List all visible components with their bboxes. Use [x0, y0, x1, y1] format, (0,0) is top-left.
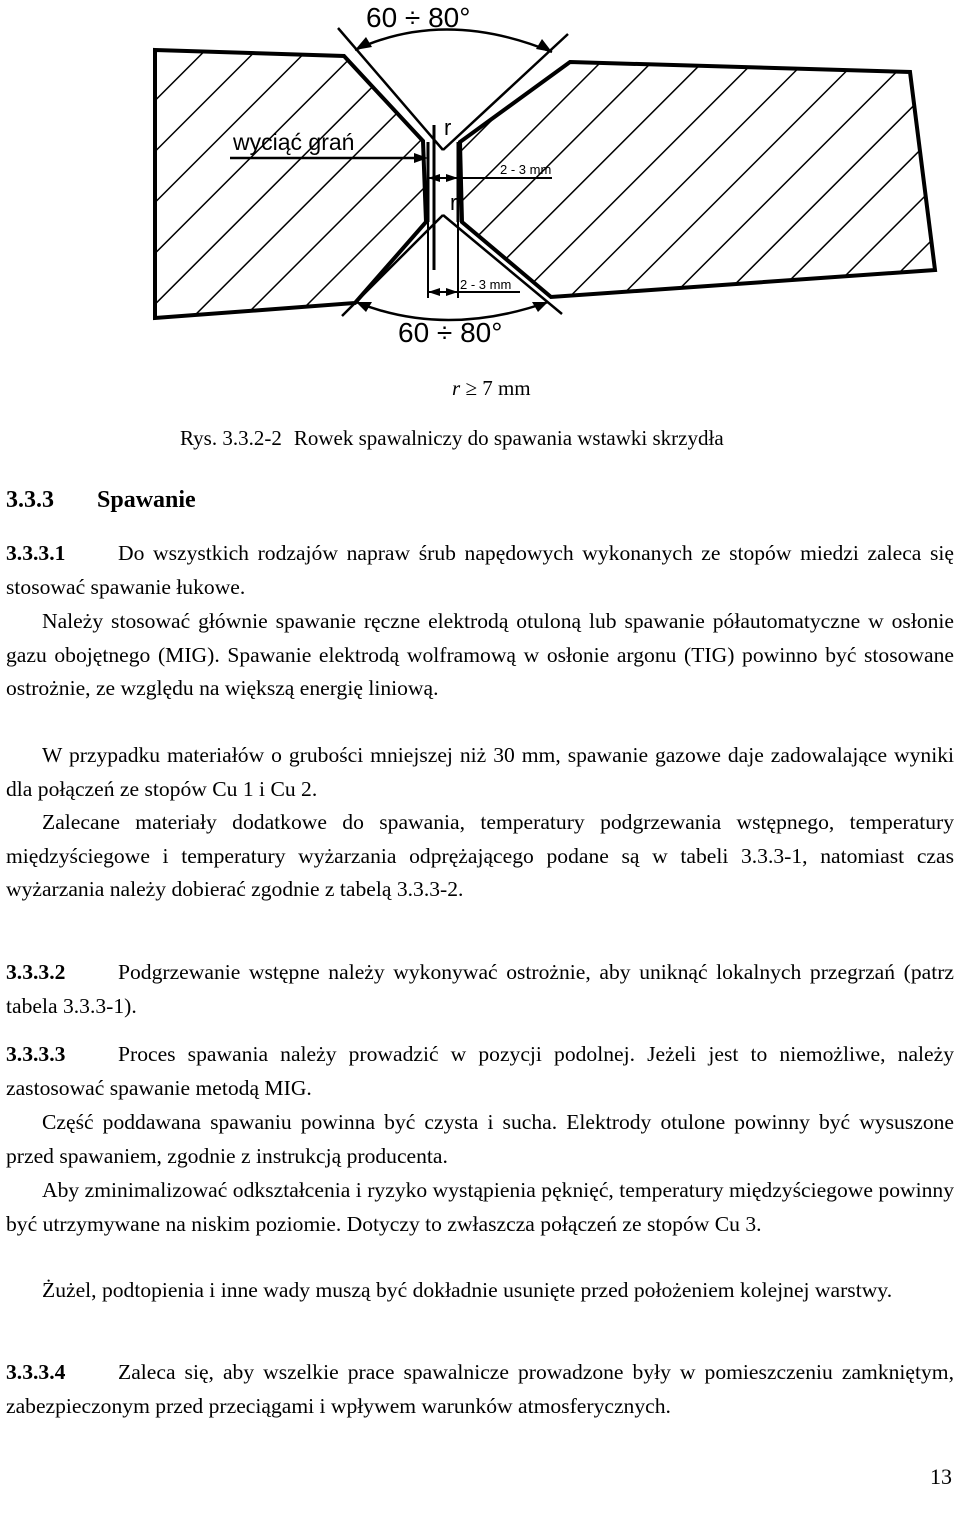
weld-groove-figure — [0, 0, 960, 360]
section-title: Spawanie — [97, 487, 196, 513]
gap-bottom-label: 2 - 3 mm — [460, 277, 512, 292]
paragraph-number: 3.3.3.4 — [6, 1360, 66, 1384]
paragraph-text: Żużel, podtopienia i inne wady muszą być dokładnie usunięte przed położeniem kolejnej warstwy. — [42, 1278, 893, 1302]
radius-top-label: r — [444, 115, 452, 140]
gap-top-label: 2 - 3 mm — [500, 162, 552, 177]
section-heading — [6, 487, 196, 514]
right-plate — [460, 62, 935, 297]
paragraph-3-3-3-2 — [6, 956, 954, 1023]
radius-condition — [452, 376, 531, 401]
radius-bottom-label: r — [450, 190, 458, 215]
caption-text: Rowek spawalniczy do spawania wstawki skrzydła — [293, 426, 724, 450]
radius-value: 7 mm — [482, 376, 531, 400]
paragraph-number: 3.3.3.2 — [6, 960, 66, 984]
paragraph-text: Podgrzewanie wstępne należy wykonywać ostrożnie, aby uniknąć lokalnych przegrzań (patrz tabela 3.3.3-1). — [6, 960, 954, 1018]
section-number: 3.3.3 — [6, 487, 54, 513]
paragraph-text: Zaleca się, aby wszelkie prace spawalnicze prowadzone były w pomieszczeniu zamkniętym, zabezpieczonym przed przeciągami i wpływem warunków atmosferycznych. — [6, 1360, 954, 1418]
paragraph — [6, 605, 954, 706]
weld-groove-drawing — [0, 0, 960, 360]
paragraph-3-3-3-1 — [6, 537, 954, 604]
paragraph-text: Należy stosować głównie spawanie ręczne elektrodą otuloną lub spawanie półautomatyczne w osłonie gazu obojętnego (MIG). Spawanie elektrodą wolframową w osłonie argonu (TIG) powinno być stosowane ostrożnie, ze względu na większą energię liniową. — [6, 609, 954, 700]
paragraph-text: Do wszystkich rodzajów napraw śrub napędowych wykonanych ze stopów miedzi zaleca się stosować spawanie łukowe. — [6, 541, 954, 599]
paragraph-number: 3.3.3.1 — [6, 541, 66, 565]
radius-relation: ≥ — [465, 376, 477, 400]
paragraph — [6, 806, 954, 907]
paragraph-text: W przypadku materiałów o grubości mniejszej niż 30 mm, spawanie gazowe daje zadowalające wyniki dla połączeń ze stopów Cu 1 i Cu 2. — [6, 743, 954, 801]
page-number: 13 — [930, 1464, 952, 1489]
paragraph-3-3-3-3 — [6, 1038, 954, 1105]
paragraph — [6, 739, 954, 806]
caption-prefix: Rys. 3.3.2-2 — [180, 426, 282, 450]
left-plate — [155, 50, 426, 318]
paragraph-text: Część poddawana spawaniu powinna być czysta i sucha. Elektrody otulone powinny być wysuszone przed spawaniem, zgodnie z instrukcją producenta. — [6, 1110, 954, 1168]
radius-symbol: r — [452, 376, 461, 400]
paragraph — [6, 1274, 954, 1308]
paragraph-text: Proces spawania należy prowadzić w pozycji podolnej. Jeżeli jest to niemożliwe, należy zastosować spawanie metodą MIG. — [6, 1042, 954, 1100]
angle-bottom-label: 60 ÷ 80° — [398, 317, 503, 348]
paragraph-text: Zalecane materiały dodatkowe do spawania, temperatury podgrzewania wstępnego, temperatury międzyściegowe i temperatury wyżarzania odprężającego podane są w tabeli 3.3.3-1, natomiast czas wyżarzania należy dobierać zgodnie z tabelą 3.3.3-2. — [6, 810, 954, 901]
angle-top-label: 60 ÷ 80° — [366, 2, 471, 33]
paragraph — [6, 1174, 954, 1241]
paragraph-text: Aby zminimalizować odkształcenia i ryzyko wystąpienia pęknięć, temperatury międzyściegowe powinny być utrzymywane na niskim poziomie. Dotyczy to zwłaszcza połączeń ze stopów Cu 3. — [6, 1178, 954, 1236]
figure-caption — [180, 426, 724, 451]
paragraph-number: 3.3.3.3 — [6, 1042, 66, 1066]
cut-root-label: wyciąć grań — [233, 129, 355, 155]
paragraph-3-3-3-4 — [6, 1356, 954, 1423]
paragraph — [6, 1106, 954, 1173]
